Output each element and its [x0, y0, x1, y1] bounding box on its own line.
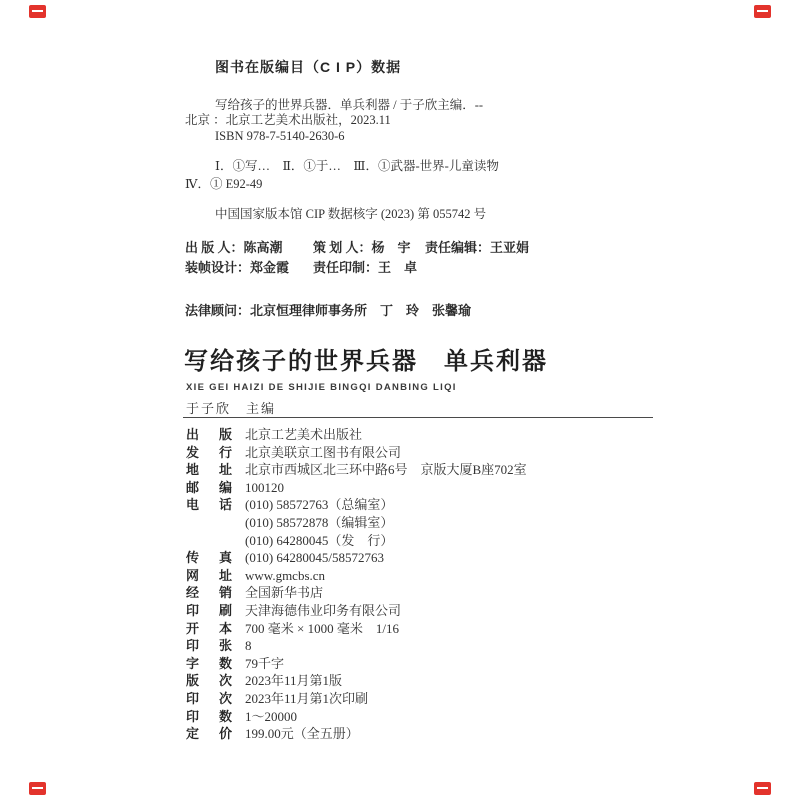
colophon-row [186, 584, 706, 602]
colophon-value: 全国新华书店 [245, 585, 324, 601]
book-title-block [184, 349, 664, 417]
cip-title-line: 写给孩子的世界兵器．单兵利器 / 于子欣主编．-- [215, 97, 484, 112]
design-person: 装帧设计：郑金霞 [185, 260, 290, 275]
colophon-value: 1～20000 [245, 708, 298, 724]
colophon-label: 发 行 [186, 444, 232, 460]
colophon-label: 网 址 [186, 567, 232, 583]
red-corner-mark-top-left [29, 5, 46, 18]
colophon-value: (010) 64280045/58572763 [245, 550, 385, 566]
colophon-label: 字 数 [186, 655, 232, 671]
red-corner-mark-bottom-left [29, 782, 46, 795]
colophon-label: 地 址 [186, 462, 232, 478]
colophon-label: 传 真 [186, 550, 232, 566]
staff-row-2 [185, 258, 685, 278]
colophon-row [186, 672, 706, 690]
cip-classification-2: Ⅳ．① E92-49 [185, 176, 263, 191]
colophon-value: (010) 64280045（发 行） [245, 532, 394, 548]
cip-block [185, 60, 665, 223]
colophon-label: 印 数 [186, 708, 232, 724]
colophon-row [186, 690, 706, 708]
divider-rule [183, 417, 653, 418]
publisher-person: 出 版 人：陈高潮 [185, 240, 283, 255]
colophon-row [186, 426, 706, 444]
colophon-value: 79千字 [245, 655, 285, 671]
red-corner-mark-bottom-right [754, 782, 771, 795]
colophon-row [186, 479, 706, 497]
colophon-label: 开 本 [186, 620, 232, 636]
book-title-pinyin: XIE GEI HAIZI DE SHIJIE BINGQI DANBING LIQI [186, 382, 457, 393]
colophon-value: 2023年11月第1次印刷 [245, 690, 369, 706]
colophon-row [186, 637, 706, 655]
cip-record-number: 中国国家版本馆 CIP 数据核字 (2023) 第 055742 号 [215, 207, 487, 221]
colophon-value: 北京市西城区北三环中路6号 京版大厦B座702室 [245, 462, 527, 478]
colophon-row [186, 708, 706, 726]
colophon-row [186, 549, 706, 567]
colophon-row [186, 532, 706, 550]
colophon-label: 印 次 [186, 690, 232, 706]
colophon-value: 北京美联京工图书有限公司 [245, 444, 402, 460]
cip-header: 图书在版编目（C I P）数据 [215, 59, 402, 75]
colophon-row [186, 620, 706, 638]
colophon-value: (010) 58572878（编辑室） [245, 514, 394, 530]
colophon-row [186, 567, 706, 585]
book-title: 写给孩子的世界兵器 单兵利器 [184, 348, 548, 375]
colophon-table [186, 426, 706, 743]
colophon-value: 199.00元（全五册） [245, 726, 359, 742]
colophon-label: 版 次 [186, 673, 232, 689]
colophon-value: www.gmcbs.cn [245, 567, 326, 583]
staff-block [185, 238, 685, 278]
colophon-value: 2023年11月第1版 [245, 673, 343, 689]
cip-classification-1: Ⅰ．①写… Ⅱ．①于… Ⅲ．①武器-世界-儿童读物 [215, 159, 499, 173]
staff-row-1 [185, 238, 685, 258]
colophon-value: (010) 58572763（总编室） [245, 497, 394, 513]
cip-publisher-line: 北京 ：北京工艺美术出版社，2023.11 [185, 113, 391, 127]
colophon-label: 印 刷 [186, 602, 232, 618]
colophon-value: 8 [245, 638, 252, 654]
colophon-row [186, 602, 706, 620]
colophon-value: 天津海德伟业印务有限公司 [245, 602, 402, 618]
book-editor: 于子欣 主编 [186, 401, 277, 416]
colophon-label: 电 话 [186, 497, 232, 513]
colophon-row [186, 514, 706, 532]
colophon-row [186, 444, 706, 462]
colophon-label: 定 价 [186, 726, 232, 742]
colophon-row [186, 655, 706, 673]
colophon-label: 印 张 [186, 638, 232, 654]
planner-person: 策 划 人：杨 宇 [313, 240, 411, 255]
editor-in-charge: 责任编辑：王亚娟 [425, 240, 530, 255]
colophon-row [186, 725, 706, 743]
colophon-label: 经 销 [186, 585, 232, 601]
colophon-label: 邮 编 [186, 479, 232, 495]
red-corner-mark-top-right [754, 5, 771, 18]
colophon-value: 700 毫米 × 1000 毫米 1/16 [245, 620, 399, 636]
colophon-label: 出 版 [186, 427, 232, 442]
colophon-row [186, 496, 706, 514]
colophon-row [186, 461, 706, 479]
legal-advisor-line: 法律顾问：北京恒理律师事务所 丁 玲 张馨瑜 [185, 303, 472, 318]
cip-isbn: ISBN 978-7-5140-2630-6 [215, 128, 345, 143]
colophon-value: 100120 [245, 479, 284, 495]
colophon-label [186, 532, 232, 550]
print-supervisor: 责任印制：王 卓 [313, 260, 418, 275]
colophon-value: 北京工艺美术出版社 [245, 427, 363, 442]
colophon-label [186, 514, 232, 532]
